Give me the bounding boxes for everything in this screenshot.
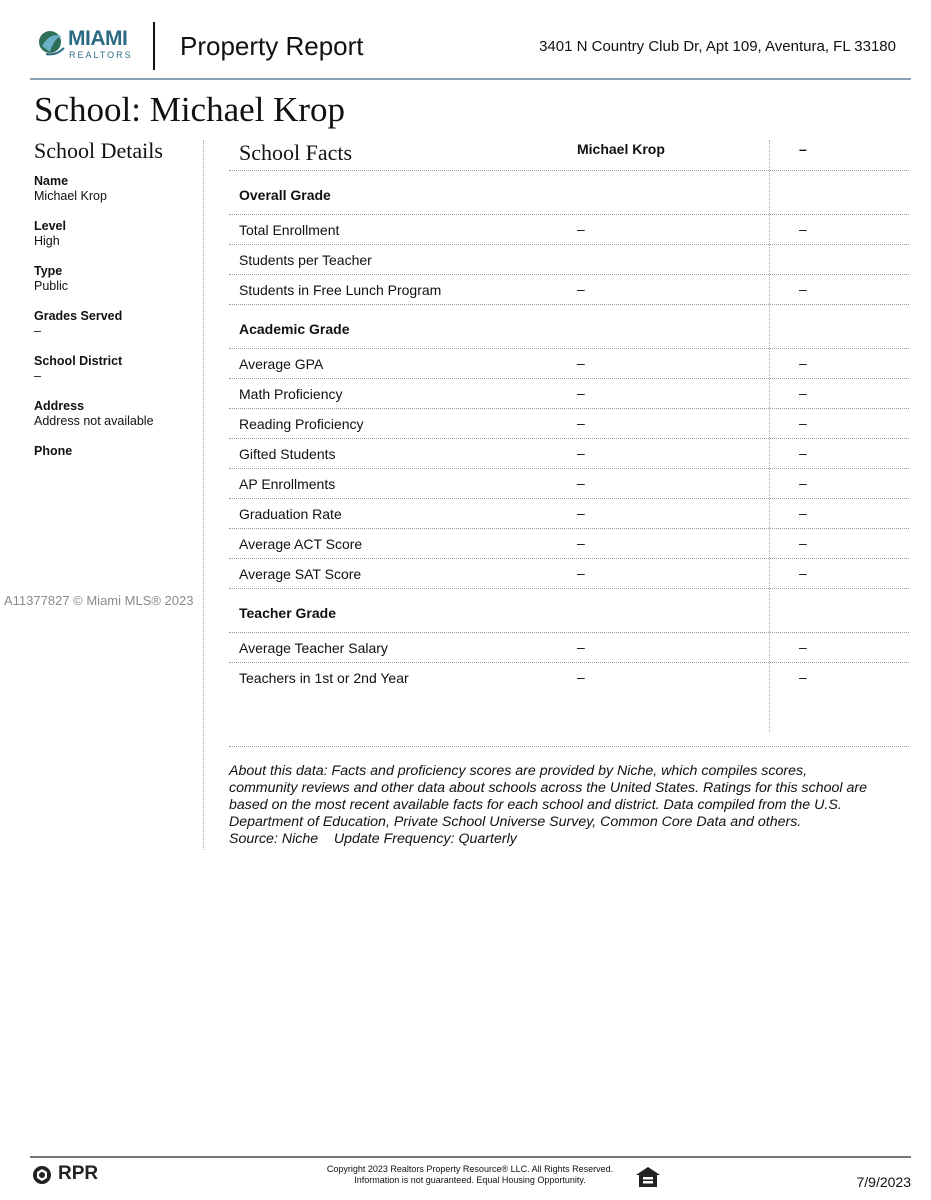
row-label: Average SAT Score xyxy=(239,566,362,582)
table-row xyxy=(229,529,909,559)
section-label: Overall Grade xyxy=(239,187,331,203)
header-divider xyxy=(153,22,155,70)
table-row xyxy=(229,559,909,589)
detail-phone xyxy=(34,444,199,489)
school-details-heading: School Details xyxy=(34,138,163,163)
row-value: – xyxy=(577,505,585,521)
row-label: Students per Teacher xyxy=(239,252,372,268)
table-row xyxy=(229,275,909,305)
row-value: – xyxy=(577,355,585,371)
row-label: Graduation Rate xyxy=(239,506,342,522)
detail-label: Level xyxy=(34,219,66,233)
row-value: – xyxy=(577,639,585,655)
row-label: Reading Proficiency xyxy=(239,416,364,432)
row-value: – xyxy=(577,415,585,431)
table-row xyxy=(229,349,909,379)
copyright xyxy=(300,1164,640,1186)
detail-type xyxy=(34,264,199,309)
row-value: – xyxy=(799,445,807,461)
row-value: – xyxy=(577,445,585,461)
table-row xyxy=(229,245,909,275)
table-row xyxy=(229,589,909,633)
table-row xyxy=(229,215,909,245)
row-value: – xyxy=(577,475,585,491)
table-row xyxy=(229,305,909,349)
report-title: Property Report xyxy=(180,31,364,61)
row-value: – xyxy=(799,669,807,685)
section-label: Teacher Grade xyxy=(239,605,337,621)
school-title: School: Michael Krop xyxy=(34,90,346,129)
school-facts-table xyxy=(229,138,909,692)
row-value: – xyxy=(799,475,807,491)
detail-school-district xyxy=(34,354,199,399)
about-line: based on the most recent available facts for each school and district. Data compiled from the U.S. xyxy=(229,797,842,813)
table-row xyxy=(229,439,909,469)
detail-label: Phone xyxy=(34,444,73,458)
row-value: – xyxy=(799,565,807,581)
detail-label: Type xyxy=(34,264,63,278)
table-row xyxy=(229,499,909,529)
detail-value: Public xyxy=(34,279,69,293)
detail-level xyxy=(34,219,199,264)
miami-realtors-logo xyxy=(36,24,156,68)
row-value: – xyxy=(799,221,807,237)
row-value: – xyxy=(799,281,807,297)
row-label: Gifted Students xyxy=(239,446,336,462)
column-header: – xyxy=(799,141,807,157)
header-rule xyxy=(30,78,911,80)
column-header: Michael Krop xyxy=(577,141,665,157)
about-line: About this data: Facts and proficiency scores are provided by Niche, which compiles scores, xyxy=(229,763,808,779)
about-line: Department of Education, Private School Universe Survey, Common Core Data and others. xyxy=(229,814,802,830)
table-row xyxy=(229,379,909,409)
row-value: – xyxy=(577,221,585,237)
row-value: – xyxy=(799,505,807,521)
row-label: Average Teacher Salary xyxy=(239,640,388,656)
row-value: – xyxy=(799,355,807,371)
miami-logo-icon xyxy=(36,26,70,60)
row-label: Total Enrollment xyxy=(239,222,340,238)
table-row xyxy=(229,409,909,439)
section-label: Academic Grade xyxy=(239,321,350,337)
row-label: Average GPA xyxy=(239,356,324,372)
table-end-rule xyxy=(229,746,909,747)
table-row xyxy=(229,469,909,499)
logo-text: MIAMI xyxy=(68,27,128,50)
row-value: – xyxy=(577,565,585,581)
about-source: Source: Niche Update Frequency: Quarterly xyxy=(229,831,517,847)
property-address: 3401 N Country Club Dr, Apt 109, Aventura, FL 33180 xyxy=(539,38,896,55)
copyright-line: Information is not guaranteed. Equal Housing Opportunity. xyxy=(354,1175,586,1185)
row-value: – xyxy=(799,385,807,401)
table-row xyxy=(229,663,909,692)
detail-address xyxy=(34,399,199,444)
footer-rule xyxy=(30,1156,911,1158)
detail-grades-served xyxy=(34,309,199,354)
rpr-text: RPR xyxy=(58,1163,99,1184)
detail-value: – xyxy=(34,369,41,383)
school-details xyxy=(34,138,199,489)
row-value: – xyxy=(799,535,807,551)
table-row xyxy=(229,633,909,663)
detail-value: Address not available xyxy=(34,414,154,428)
row-value: – xyxy=(577,669,585,685)
detail-name xyxy=(34,174,199,219)
detail-label: Address xyxy=(34,399,85,413)
logo-subtext: REALTORS xyxy=(69,50,133,60)
column-divider xyxy=(769,140,770,732)
detail-value: Michael Krop xyxy=(34,189,107,203)
row-value: – xyxy=(799,639,807,655)
row-label: Average ACT Score xyxy=(239,536,363,552)
row-label: Teachers in 1st or 2nd Year xyxy=(239,670,409,686)
table-row xyxy=(229,171,909,215)
row-label: Students in Free Lunch Program xyxy=(239,282,442,298)
report-date: 7/9/2023 xyxy=(856,1174,911,1190)
detail-label: Name xyxy=(34,174,69,188)
column-divider xyxy=(203,140,204,850)
row-value: – xyxy=(577,385,585,401)
equal-housing-icon xyxy=(635,1166,661,1188)
row-value: – xyxy=(577,535,585,551)
row-label: AP Enrollments xyxy=(239,476,336,492)
about-data-note xyxy=(229,763,909,848)
table-header-row xyxy=(229,138,909,171)
copyright-line: Copyright 2023 Realtors Property Resource® LLC. All Rights Reserved. xyxy=(326,1164,614,1174)
row-label: Math Proficiency xyxy=(239,386,343,402)
detail-label: School District xyxy=(34,354,123,368)
row-value: – xyxy=(799,415,807,431)
row-value: – xyxy=(577,281,585,297)
school-facts-heading: School Facts xyxy=(239,140,353,165)
rpr-logo-icon xyxy=(32,1165,52,1185)
detail-value: – xyxy=(34,324,41,338)
detail-label: Grades Served xyxy=(34,309,123,323)
page-header xyxy=(30,18,911,78)
mls-watermark: A11377827 © Miami MLS® 2023 xyxy=(4,593,194,608)
about-line: community reviews and other data about schools across the United States. Ratings for this school are xyxy=(229,780,867,796)
detail-value: High xyxy=(34,234,60,248)
